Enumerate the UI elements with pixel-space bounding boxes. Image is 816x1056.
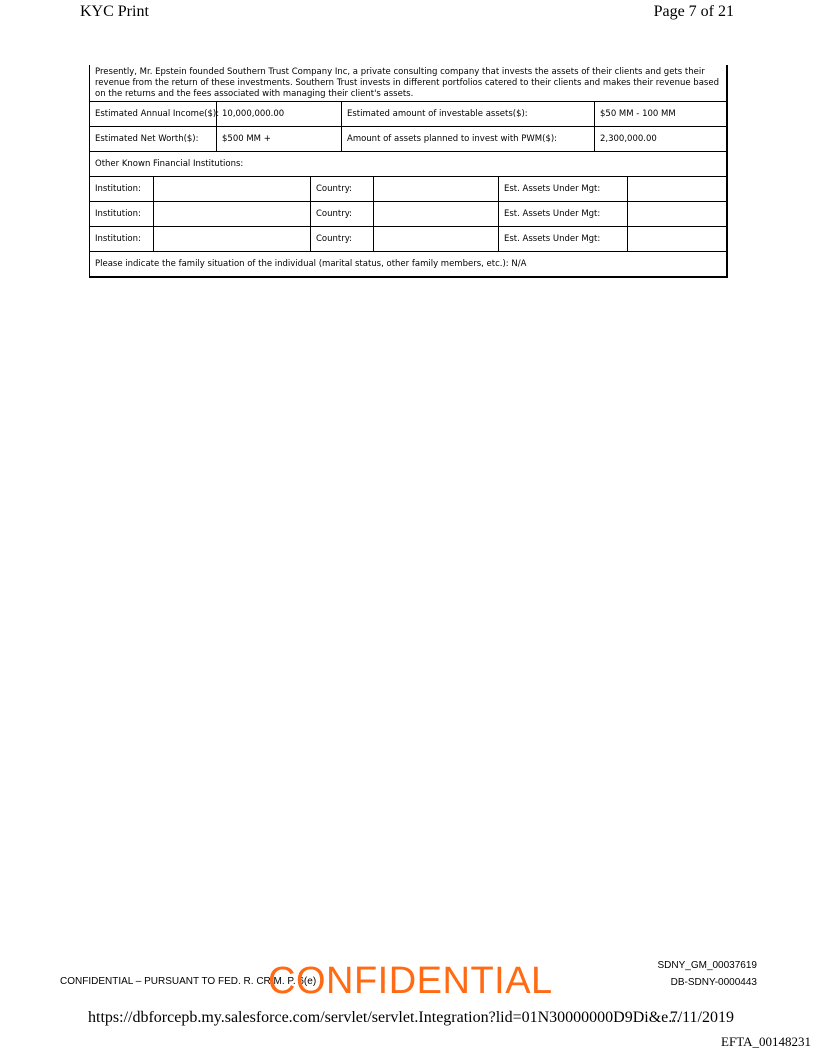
kyc-financial-form	[89, 65, 728, 278]
aum-label: Est. Assets Under Mgt:	[499, 227, 628, 251]
other-institutions-label: Other Known Financial Institutions:	[95, 158, 244, 169]
country-label: Country:	[311, 177, 374, 201]
networth-value: $500 MM +	[217, 127, 342, 151]
institution-row	[90, 202, 726, 227]
institution-value	[154, 227, 311, 251]
country-value	[374, 202, 499, 226]
bates-id-sdny-gm: SDNY_GM_00037619	[657, 960, 757, 971]
planned-investment-value: 2,300,000.00	[600, 133, 657, 144]
institution-value	[154, 177, 311, 201]
print-date: 7/11/2019	[669, 1009, 734, 1026]
confidential-stamp: CONFIDENTIAL	[268, 960, 553, 1002]
planned-investment-label: Amount of assets planned to invest with PWM($):	[342, 127, 595, 151]
aum-value	[628, 227, 726, 251]
efta-id: EFTA_00148231	[721, 1034, 811, 1049]
investable-assets-value: $50 MM - 100 MM	[600, 108, 676, 119]
institution-row	[90, 177, 726, 202]
institution-row	[90, 227, 726, 252]
page-number: Page 7 of 21	[653, 3, 734, 20]
country-value	[374, 227, 499, 251]
institution-value	[154, 202, 311, 226]
aum-value	[628, 202, 726, 226]
institution-label: Institution:	[90, 177, 154, 201]
income-label: Estimated Annual Income($):	[90, 102, 217, 126]
page-header-title: KYC Print	[80, 3, 149, 20]
institution-label: Institution:	[90, 227, 154, 251]
print-url: https://dbforcepb.my.salesforce.com/servlet/servlet.Integration?lid=01N30000000D9Di&e...	[88, 1009, 681, 1026]
income-row	[90, 102, 726, 127]
confidentiality-notice: CONFIDENTIAL – PURSUANT TO FED. R. CRIM. P. 6(e)	[60, 976, 317, 987]
investable-assets-label: Estimated amount of investable assets($):	[342, 102, 595, 126]
bates-id-db-sdny: DB-SDNY-0000443	[670, 977, 757, 988]
country-value	[374, 177, 499, 201]
aum-value	[628, 177, 726, 201]
family-situation-row	[90, 252, 726, 276]
networth-row	[90, 127, 726, 152]
aum-label: Est. Assets Under Mgt:	[499, 177, 628, 201]
business-narrative: Presently, Mr. Epstein founded Southern Trust Company Inc, a private consulting company that invests the assets of their clients and gets their revenue from the return of these investments. Southern Trust invests in different portfolios catered to their clients and makes their revenue based on the returns and the fees associated with managing their client's assets.	[90, 65, 726, 102]
country-label: Country:	[311, 202, 374, 226]
institution-label: Institution:	[90, 202, 154, 226]
country-label: Country:	[311, 227, 374, 251]
other-institutions-row	[90, 152, 726, 177]
networth-label: Estimated Net Worth($):	[90, 127, 217, 151]
family-situation-text: Please indicate the family situation of the individual (marital status, other family members, etc.): N/A	[95, 258, 527, 269]
income-value: 10,000,000.00	[217, 102, 342, 126]
aum-label: Est. Assets Under Mgt:	[499, 202, 628, 226]
